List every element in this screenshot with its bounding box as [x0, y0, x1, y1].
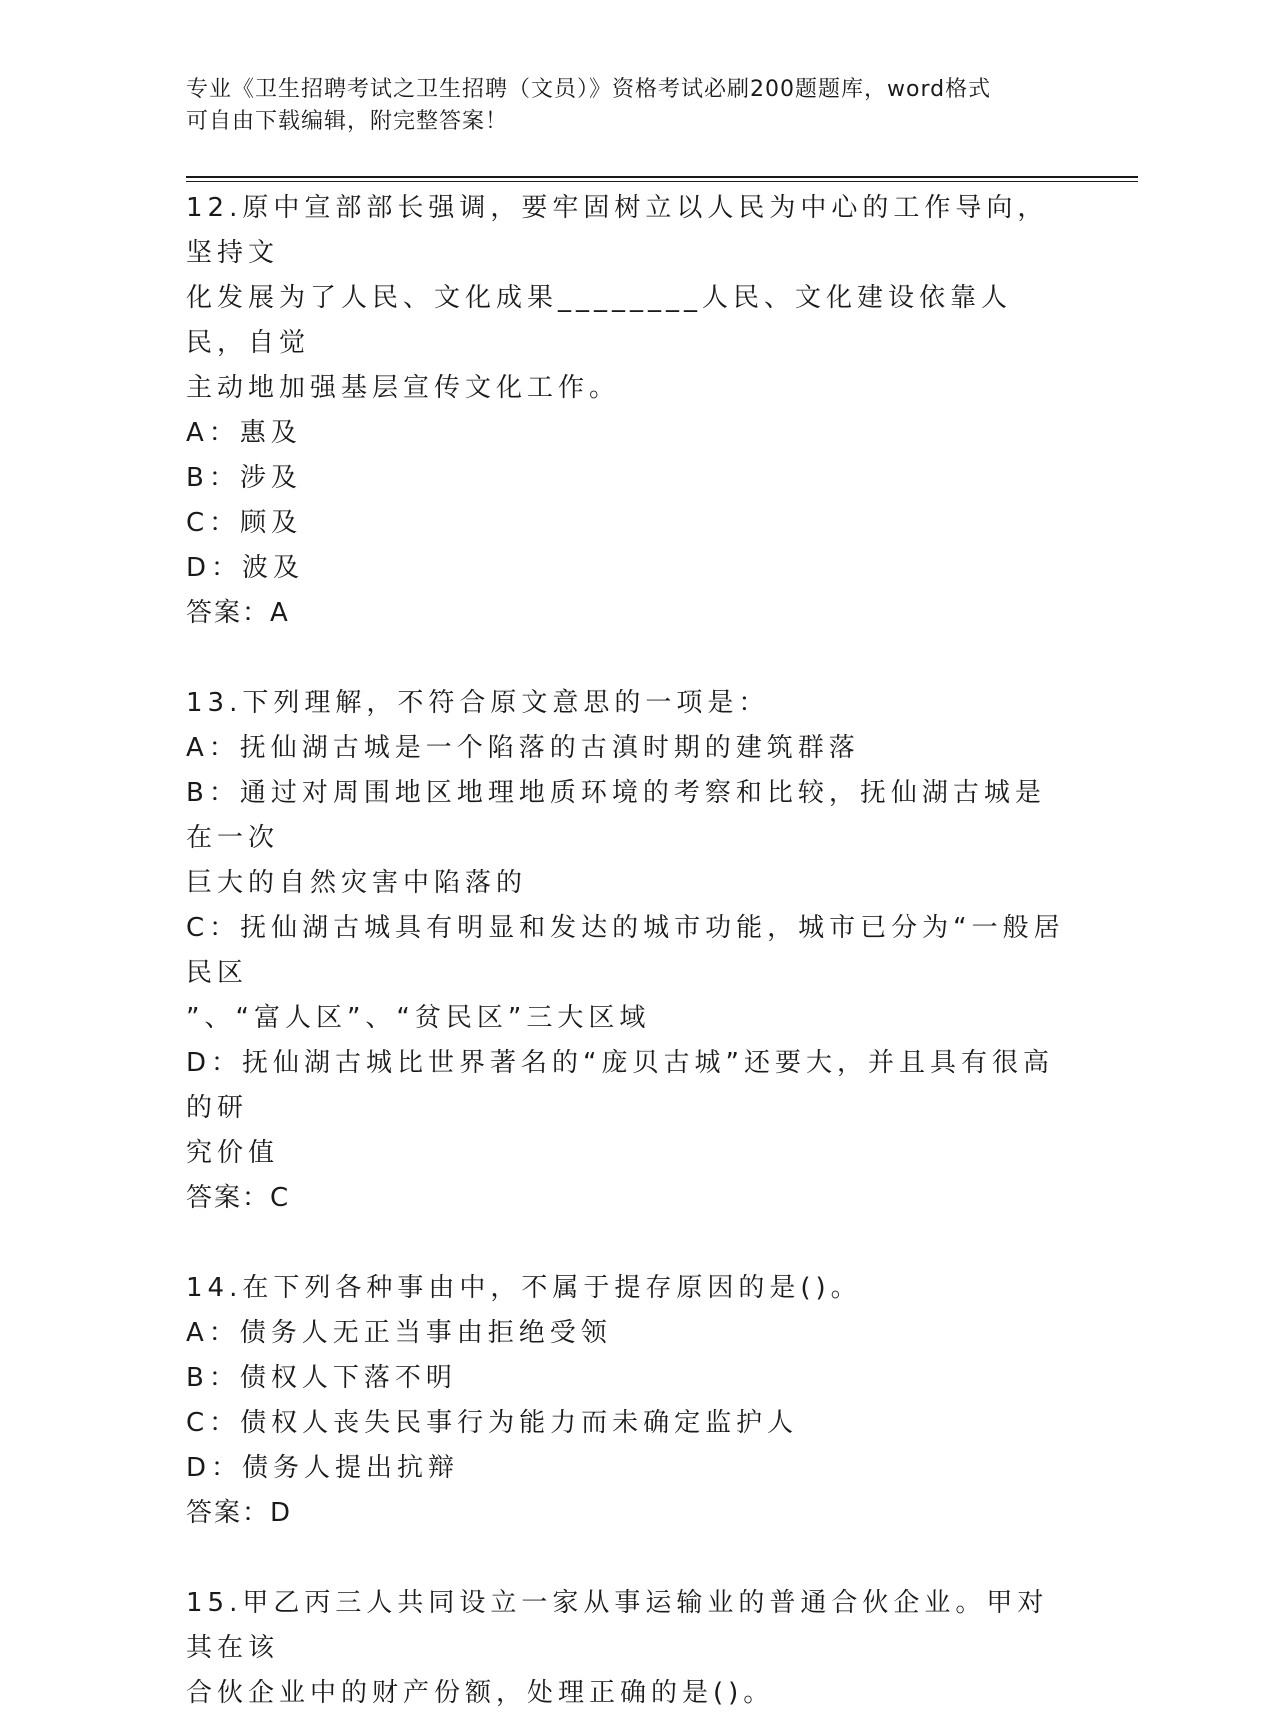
question-spacer [186, 1536, 1066, 1581]
header-divider-thick [186, 176, 1138, 178]
question-13-option-b-line-1: B：通过对周围地区地理地质环境的考察和比较，抚仙湖古城是在一次 [186, 778, 1046, 853]
document-header [186, 74, 1066, 138]
question-block-12 [186, 186, 1066, 636]
question-block-13 [186, 681, 1066, 1221]
question-block-15 [186, 1581, 1066, 1716]
question-13-option-d-line-1: D：抚仙湖古城比世界著名的“庞贝古城”还要大，并且具有很高的研 [186, 1048, 1054, 1123]
question-12-option-a: A：惠及 [186, 418, 302, 448]
question-14-stem: 14.在下列各种事由中，不属于提存原因的是()。 [186, 1273, 862, 1303]
question-14-option-c: C：债权人丧失民事行为能力而未确定监护人 [186, 1408, 799, 1438]
question-14-option-a: A：债务人无正当事由拒绝受领 [186, 1318, 612, 1348]
question-13-stem: 13.下列理解，不符合原文意思的一项是： [186, 688, 770, 718]
question-12-answer: 答案：A [186, 598, 290, 628]
question-block-14 [186, 1266, 1066, 1536]
header-line-1: 专业《卫生招聘考试之卫生招聘（文员）》资格考试必刷200题题库，word格式 [186, 77, 992, 102]
question-13-option-c-line-2: ”、“富人区”、“贫民区”三大区域 [186, 1003, 651, 1033]
question-12-stem-line-2: 化发展为了人民、文化成果________人民、文化建设依靠人民，自觉 [186, 283, 1013, 358]
question-14-answer: 答案：D [186, 1498, 293, 1528]
question-12-stem-line-3: 主动地加强基层宣传文化工作。 [186, 373, 621, 403]
question-spacer [186, 1221, 1066, 1266]
question-15-stem-line-1: 15.甲乙丙三人共同设立一家从事运输业的普通合伙企业。甲对其在该 [186, 1588, 1049, 1663]
question-12-option-b: B：涉及 [186, 463, 302, 493]
question-14-option-b: B：债权人下落不明 [186, 1363, 457, 1393]
question-13-answer: 答案：C [186, 1183, 291, 1213]
header-line-2: 可自由下载编辑，附完整答案！ [186, 109, 509, 134]
question-13-option-a: A：抚仙湖古城是一个陷落的古滇时期的建筑群落 [186, 733, 860, 763]
question-12-option-c: C：顾及 [186, 508, 303, 538]
question-13-option-d-line-2: 究价值 [186, 1138, 280, 1168]
question-13-option-c-line-1: C：抚仙湖古城具有明显和发达的城市功能，城市已分为“一般居民区 [186, 913, 1065, 988]
question-list [186, 186, 1066, 1716]
header-divider-thin [186, 181, 1138, 182]
question-14-option-d: D：债务人提出抗辩 [186, 1453, 460, 1483]
question-15-stem-line-2: 合伙企业中的财产份额，处理正确的是()。 [186, 1678, 775, 1708]
question-13-option-b-line-2: 巨大的自然灾害中陷落的 [186, 868, 528, 898]
question-spacer [186, 636, 1066, 681]
question-12-stem-line-1: 12.原中宣部部长强调，要牢固树立以人民为中心的工作导向，坚持文 [186, 193, 1049, 268]
question-12-option-d: D：波及 [186, 553, 305, 583]
